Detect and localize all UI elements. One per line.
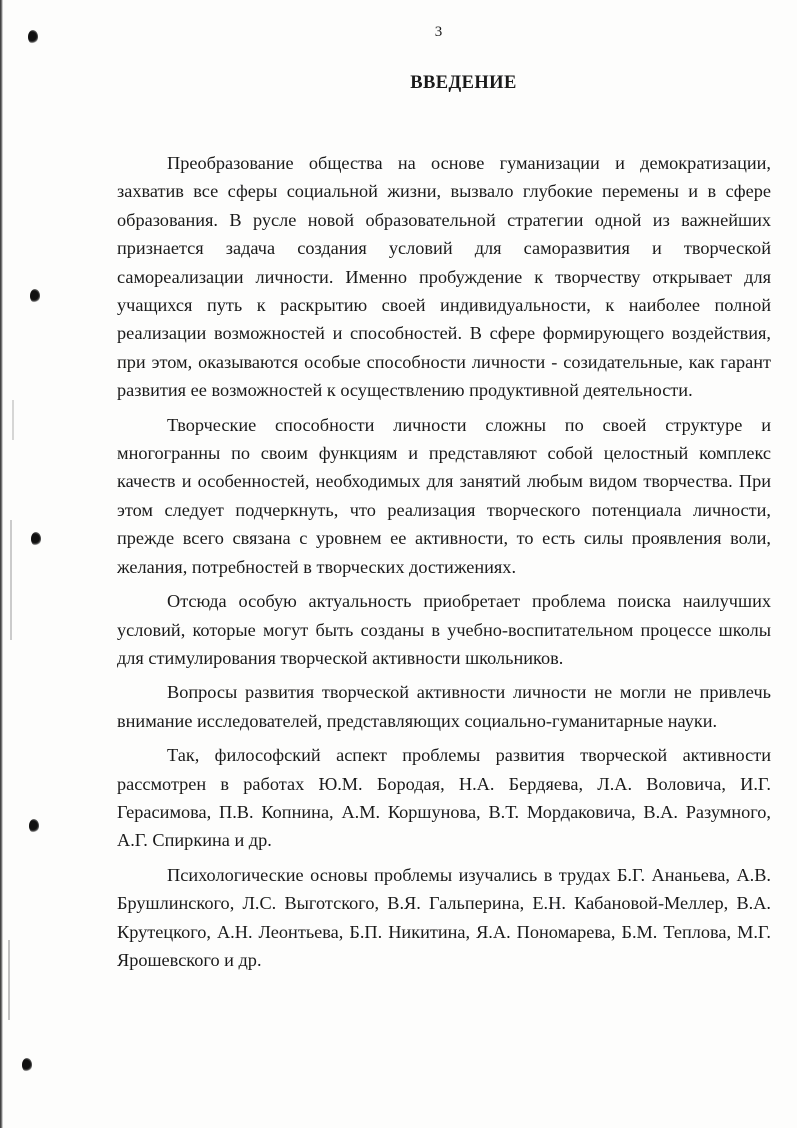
paragraph: Преобразование общества на основе гуманизации и демократизации, захватив все сферы социальной жизни, вызвало глубокие перемены и в сфере образования. В русле новой образовательной стратегии одной из важнейших признается задача создания условий для саморазвития и творческой самореализации личности. Именно пробуждение к творчеству открывает для учащихся путь к раскрытию своей индивидуальности, к наиболее полной реализации возможностей и способностей. В сфере формирующего воздействия, при этом, оказываются особые способности личности - созидательные, как гарант развития ее возможностей к осуществлению продуктивной деятельности. [117, 153, 771, 401]
scan-speck [12, 400, 14, 440]
binder-hole-mark [22, 1058, 32, 1072]
page-number: 3 [434, 24, 443, 40]
paragraph: Творческие способности личности сложны по своей структуре и многогранны по своим функциям и представляют собой целостный комплекс качеств и особенностей, необходимых для занятий любым видом творчества. При этом следует подчеркнуть, что реализация творческого потенциала личности, прежде всего связана с уровнем ее активности, то есть силы проявления воли, желания, потребностей в творческих достижениях. [117, 414, 771, 577]
binder-hole-mark [30, 289, 40, 303]
paragraph: Так, философский аспект проблемы развития творческой активности рассмотрен в работах Ю.М. Бородая, Н.А. Бердяева, Л.А. Воловича, И.Г. Герасимова, П.В. Копнина, А.М. Коршунова, В.Т. Мордаковича, В.А. Разумного, А.Г. Спиркина и др. [117, 745, 771, 851]
paragraph: Отсюда особую актуальность приобретает проблема поиска наилучших условий, которые могут быть созданы в учебно-воспитательном процессе школы для стимулирования творческой активности школьников. [117, 591, 771, 668]
paragraph: Психологические основы проблемы изучались в трудах Б.Г. Ананьева, А.В. Брушлинского, Л.С. Выготского, В.Я. Гальперина, Е.Н. Кабановой-Меллер, В.А. Крутецкого, А.Н. Леонтьева, Б.П. Никитина, Я.А. Пономарева, Б.М. Теплова, М.Г. Ярошевского и др. [117, 864, 771, 970]
scan-speck [8, 940, 10, 1020]
paragraph: Вопросы развития творческой активности личности не могли не привлечь внимание исследователей, представляющих социально-гуманитарные науки. [117, 682, 771, 731]
page-title: ВВЕДЕНИЕ [410, 73, 517, 93]
scan-speck [10, 520, 12, 640]
binder-hole-mark [31, 532, 41, 546]
binder-hole-mark [29, 819, 39, 833]
document-body [117, 149, 771, 980]
scan-edge-shadow [0, 0, 3, 1128]
